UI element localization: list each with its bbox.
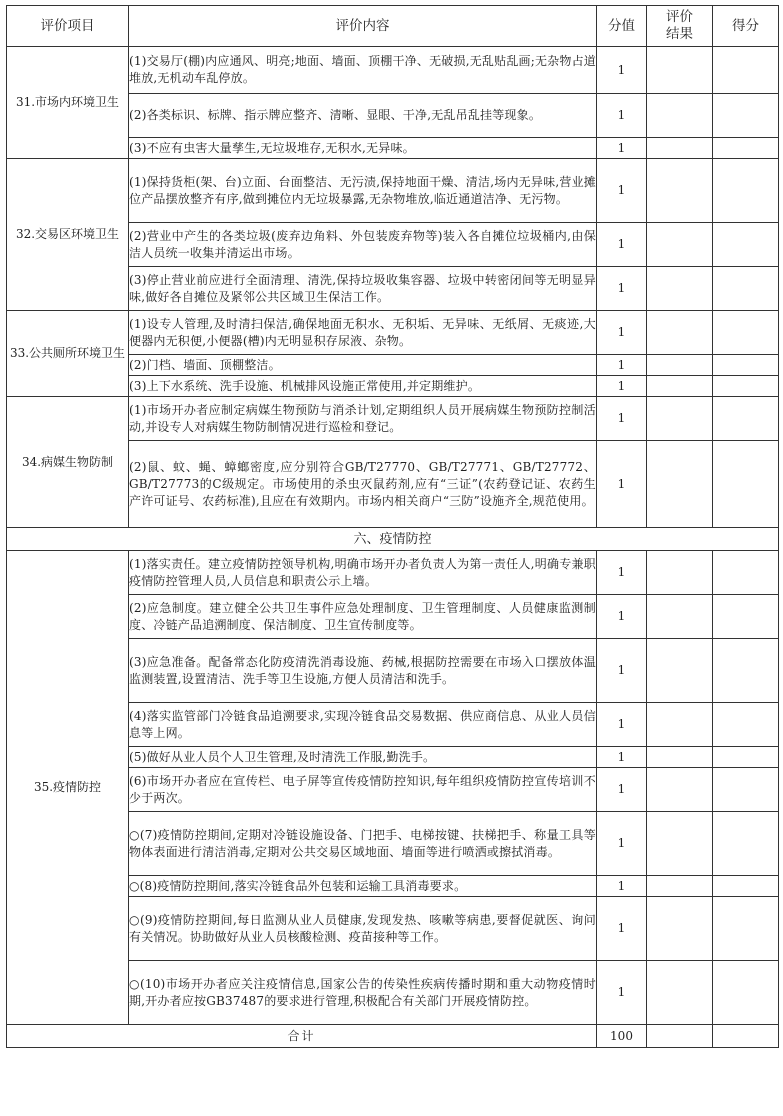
item-cell: 35.疫情防控 bbox=[7, 551, 129, 1025]
content-cell: (6)市场开办者应在宣传栏、电子屏等宣传疫情防控知识,每年组织疫情防控宣传培训不少于两次。 bbox=[129, 768, 597, 812]
evaluation-table bbox=[6, 5, 779, 1048]
got-cell[interactable] bbox=[713, 47, 779, 94]
content-cell: (1)市场开办者应制定病媒生物预防与消杀计划,定期组织人员开展病媒生物预防控制活动,并设专人对病媒生物防制情况进行巡检和登记。 bbox=[129, 397, 597, 441]
content-cell: (3)应急准备。配备常态化防疫清洗消毒设施、药械,根据防控需要在市场入口摆放体温监测装置,设置清洁、洗手等卫生设施,方便人员清洁和洗手。 bbox=[129, 639, 597, 703]
result-cell[interactable] bbox=[647, 551, 713, 595]
content-cell: (1)保持货柜(架、台)立面、台面整洁、无污渍,保持地面干燥、清洁,场内无异味,营业摊位产品摆放整齐有序,做到摊位内无垃圾暴露,无杂物堆放,临近通道洁净、无污物。 bbox=[129, 159, 597, 223]
result-cell[interactable] bbox=[647, 595, 713, 639]
got-cell[interactable] bbox=[713, 376, 779, 397]
result-cell[interactable] bbox=[647, 159, 713, 223]
got-cell[interactable] bbox=[713, 138, 779, 159]
result-cell[interactable] bbox=[647, 703, 713, 747]
content-cell: ○(8)疫情防控期间,落实冷链食品外包装和运输工具消毒要求。 bbox=[129, 876, 597, 897]
score-cell: 1 bbox=[597, 311, 647, 355]
got-cell[interactable] bbox=[713, 768, 779, 812]
header-got: 得分 bbox=[713, 6, 779, 47]
got-cell[interactable] bbox=[713, 441, 779, 528]
got-cell[interactable] bbox=[713, 897, 779, 961]
content-cell: (1)落实责任。建立疫情防控领导机构,明确市场开办者负责人为第一责任人,明确专兼职疫情防控管理人员,人员信息和职责公示上墙。 bbox=[129, 551, 597, 595]
evaluation-document bbox=[6, 5, 778, 1048]
total-score: 100 bbox=[597, 1025, 647, 1048]
got-cell[interactable] bbox=[713, 551, 779, 595]
got-cell[interactable] bbox=[713, 355, 779, 376]
got-cell[interactable] bbox=[713, 961, 779, 1025]
score-cell: 1 bbox=[597, 47, 647, 94]
got-cell[interactable] bbox=[713, 159, 779, 223]
total-result-cell[interactable] bbox=[647, 1025, 713, 1048]
content-cell: (2)鼠、蚊、蝇、蟑螂密度,应分别符合GB/T27770、GB/T27771、GB/T27772、GB/T27773的C级规定。市场使用的杀虫灭鼠药剂,应有“三证”(农药登记证、农药生产许可证号、农药标准),且应在有效期内。市场内相关商户“三防”设施齐全,规范使用。 bbox=[129, 441, 597, 528]
score-cell: 1 bbox=[597, 376, 647, 397]
header-content: 评价内容 bbox=[129, 6, 597, 47]
total-label: 合计 bbox=[7, 1025, 597, 1048]
got-cell[interactable] bbox=[713, 595, 779, 639]
score-cell: 1 bbox=[597, 961, 647, 1025]
result-cell[interactable] bbox=[647, 961, 713, 1025]
got-cell[interactable] bbox=[713, 876, 779, 897]
got-cell[interactable] bbox=[713, 747, 779, 768]
content-cell: (1)设专人管理,及时清扫保洁,确保地面无积水、无积垢、无异味、无纸屑、无痰迹,大便器内无积便,小便器(槽)内无明显积存尿液、杂物。 bbox=[129, 311, 597, 355]
score-cell: 1 bbox=[597, 768, 647, 812]
got-cell[interactable] bbox=[713, 397, 779, 441]
header-score: 分值 bbox=[597, 6, 647, 47]
score-cell: 1 bbox=[597, 747, 647, 768]
header-row bbox=[7, 6, 779, 47]
result-cell[interactable] bbox=[647, 897, 713, 961]
score-cell: 1 bbox=[597, 812, 647, 876]
content-cell: (3)上下水系统、洗手设施、机械排风设施正常使用,并定期维护。 bbox=[129, 376, 597, 397]
item-cell: 33.公共厕所环境卫生 bbox=[7, 311, 129, 397]
table-row bbox=[7, 551, 779, 595]
result-cell[interactable] bbox=[647, 355, 713, 376]
score-cell: 1 bbox=[597, 441, 647, 528]
score-cell: 1 bbox=[597, 551, 647, 595]
score-cell: 1 bbox=[597, 639, 647, 703]
score-cell: 1 bbox=[597, 355, 647, 376]
score-cell: 1 bbox=[597, 159, 647, 223]
content-cell: (2)各类标识、标牌、指示牌应整齐、清晰、显眼、干净,无乱吊乱挂等现象。 bbox=[129, 94, 597, 138]
content-cell: (2)营业中产生的各类垃圾(废弃边角料、外包装废弃物等)装入各自摊位垃圾桶内,由保洁人员统一收集并清运出市场。 bbox=[129, 223, 597, 267]
result-cell[interactable] bbox=[647, 223, 713, 267]
table-row bbox=[7, 47, 779, 94]
result-cell[interactable] bbox=[647, 47, 713, 94]
got-cell[interactable] bbox=[713, 812, 779, 876]
content-cell: (3)不应有虫害大量孳生,无垃圾堆存,无积水,无异味。 bbox=[129, 138, 597, 159]
result-cell[interactable] bbox=[647, 639, 713, 703]
score-cell: 1 bbox=[597, 223, 647, 267]
result-cell[interactable] bbox=[647, 311, 713, 355]
section-title: 六、疫情防控 bbox=[7, 528, 779, 551]
score-cell: 1 bbox=[597, 703, 647, 747]
result-cell[interactable] bbox=[647, 768, 713, 812]
content-cell: ○(10)市场开办者应关注疫情信息,国家公告的传染性疾病传播时期和重大动物疫情时期,开办者应按GB37487的要求进行管理,积极配合有关部门开展疫情防控。 bbox=[129, 961, 597, 1025]
result-cell[interactable] bbox=[647, 138, 713, 159]
header-result: 评价结果 bbox=[647, 6, 713, 47]
section-row bbox=[7, 528, 779, 551]
content-cell: (1)交易厅(棚)内应通风、明亮;地面、墙面、顶棚干净、无破损,无乱贴乱画;无杂物占道堆放,无机动车乱停放。 bbox=[129, 47, 597, 94]
result-cell[interactable] bbox=[647, 267, 713, 311]
result-cell[interactable] bbox=[647, 94, 713, 138]
score-cell: 1 bbox=[597, 876, 647, 897]
content-cell: (5)做好从业人员个人卫生管理,及时清洗工作服,勤洗手。 bbox=[129, 747, 597, 768]
result-cell[interactable] bbox=[647, 876, 713, 897]
got-cell[interactable] bbox=[713, 94, 779, 138]
item-cell: 34.病媒生物防制 bbox=[7, 397, 129, 528]
content-cell: (2)应急制度。建立健全公共卫生事件应急处理制度、卫生管理制度、人员健康监测制度、冷链产品追溯制度、保洁制度、卫生宣传制度等。 bbox=[129, 595, 597, 639]
content-cell: ○(7)疫情防控期间,定期对冷链设施设备、门把手、电梯按键、扶梯把手、称量工具等物体表面进行清洁消毒,定期对公共交易区域地面、墙面等进行喷洒或擦拭消毒。 bbox=[129, 812, 597, 876]
score-cell: 1 bbox=[597, 138, 647, 159]
item-cell: 32.交易区环境卫生 bbox=[7, 159, 129, 311]
header-item: 评价项目 bbox=[7, 6, 129, 47]
score-cell: 1 bbox=[597, 94, 647, 138]
got-cell[interactable] bbox=[713, 703, 779, 747]
score-cell: 1 bbox=[597, 897, 647, 961]
table-row bbox=[7, 311, 779, 355]
got-cell[interactable] bbox=[713, 639, 779, 703]
table-row bbox=[7, 159, 779, 223]
score-cell: 1 bbox=[597, 397, 647, 441]
content-cell: ○(9)疫情防控期间,每日监测从业人员健康,发现发热、咳嗽等病患,要督促就医、询问有关情况。协助做好从业人员核酸检测、疫苗接种等工作。 bbox=[129, 897, 597, 961]
content-cell: (4)落实监管部门冷链食品追溯要求,实现冷链食品交易数据、供应商信息、从业人员信息等上网。 bbox=[129, 703, 597, 747]
table-row bbox=[7, 397, 779, 441]
got-cell[interactable] bbox=[713, 223, 779, 267]
score-cell: 1 bbox=[597, 595, 647, 639]
result-cell[interactable] bbox=[647, 747, 713, 768]
got-cell[interactable] bbox=[713, 311, 779, 355]
total-got-cell[interactable] bbox=[713, 1025, 779, 1048]
score-cell: 1 bbox=[597, 267, 647, 311]
result-cell[interactable] bbox=[647, 376, 713, 397]
item-cell: 31.市场内环境卫生 bbox=[7, 47, 129, 159]
result-cell[interactable] bbox=[647, 441, 713, 528]
result-cell[interactable] bbox=[647, 397, 713, 441]
total-row bbox=[7, 1025, 779, 1048]
got-cell[interactable] bbox=[713, 267, 779, 311]
result-cell[interactable] bbox=[647, 812, 713, 876]
content-cell: (2)门档、墙面、顶棚整洁。 bbox=[129, 355, 597, 376]
content-cell: (3)停止营业前应进行全面清理、清洗,保持垃圾收集容器、垃圾中转密闭间等无明显异味,做好各自摊位及紧邻公共区域卫生保洁工作。 bbox=[129, 267, 597, 311]
